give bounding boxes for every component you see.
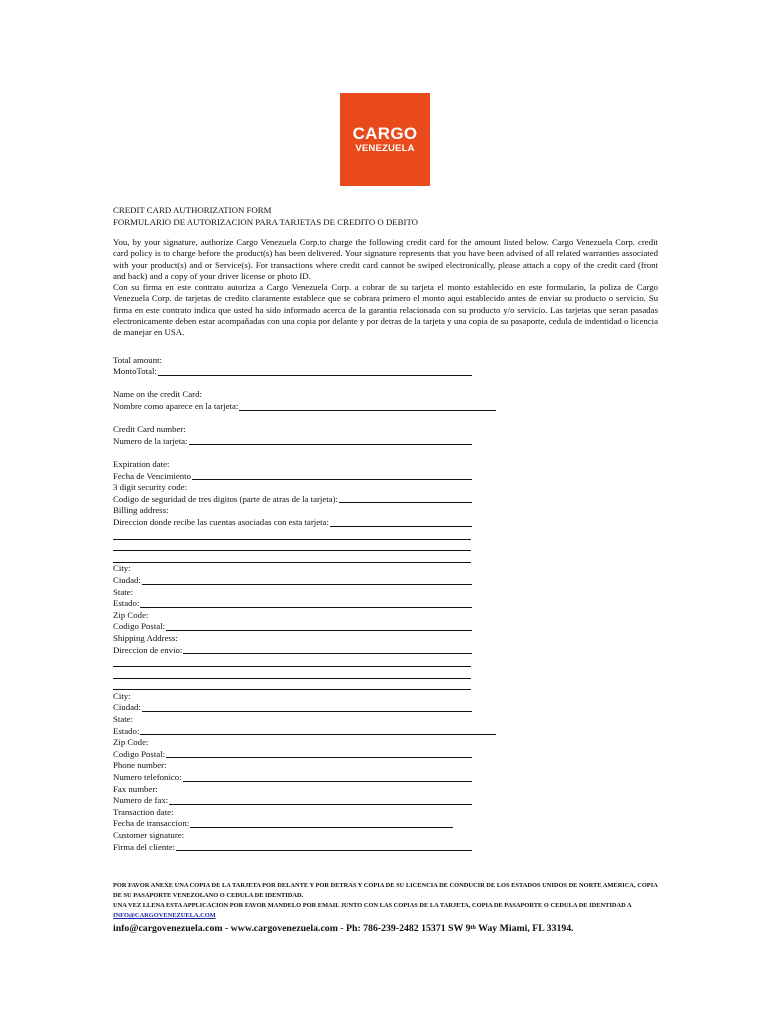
footer: [113, 881, 660, 935]
contact-line: [113, 923, 660, 935]
label-name-es: Nombre como aparece en la tarjeta:: [113, 401, 239, 412]
logo-line-1: CARGO: [352, 124, 418, 144]
total-amount-line[interactable]: [158, 374, 472, 376]
label-ship-es: Direccion de envio:: [113, 644, 183, 655]
form-content: [113, 204, 658, 853]
paragraph-english: You, by your signature, authorize Cargo Venezuela Corp.to charge the following credit card for the amount listed below. Cargo Venezuela Corp. credit card policy is to charge before the product(s) has been delivered. Your signature represents that you have been advised of all related warranties associated with your product(s) and or Service(s). For transactions where credit card cannot be swiped electronically, please attach a copy of the credit card (front and back) and a copy of your driver license or photo ID.: [113, 237, 658, 281]
card-number-line[interactable]: [189, 443, 473, 445]
form-fields: [113, 355, 658, 854]
label-name-en: Name on the credit Card:: [113, 389, 202, 400]
shipping-address-line-3[interactable]: [113, 668, 471, 679]
title-spanish: FORMULARIO DE AUTORIZACION PARA TARJETAS DE CREDITO O DEBITO: [113, 217, 419, 227]
shipping-zip-line[interactable]: [166, 756, 472, 758]
label-phone-en: Phone number:: [113, 760, 167, 771]
billing-address-line[interactable]: [330, 525, 472, 527]
contact-pre: info@cargovenezuela.com - www.cargovenezuela.com - Ph: 786-239-2482 15371 SW 9: [113, 923, 471, 934]
label-fax-en: Fax number:: [113, 783, 158, 794]
label-card-en: Credit Card number:: [113, 424, 186, 435]
security-code-field[interactable]: [113, 494, 472, 506]
city-line[interactable]: [142, 583, 472, 585]
billing-address-line-3[interactable]: [113, 540, 471, 551]
label-total-es: MontoTotal:: [113, 366, 157, 377]
title-english: CREDIT CARD AUTHORIZATION FORM: [113, 205, 272, 215]
signature-field[interactable]: [113, 842, 472, 854]
label-zip-es: Codigo Postal:: [113, 621, 166, 632]
zip-field[interactable]: [113, 621, 472, 633]
fax-field[interactable]: [113, 795, 472, 807]
city-field[interactable]: [113, 575, 472, 587]
billing-address-line-4[interactable]: [113, 552, 471, 563]
label-state2-es: Estado:: [113, 725, 140, 736]
footer-note-attach: POR FAVOR ANEXE UNA COPIA DE LA TARJETA POR DELANTE Y POR DETRAS Y COPIA DE SU LICENCIA DE CONDUCIR DE LOS ESTADOS UNIDOS DE NORTE AMERICA, COPIA DE SU PASAPORTE VENEZOLANO O CEDULA DE IDENTIDAD.: [113, 882, 658, 899]
label-fax-es: Numero de fax:: [113, 795, 169, 806]
label-zip2-es: Codigo Postal:: [113, 748, 166, 759]
cargo-venezuela-logo: [340, 93, 430, 186]
transaction-date-line[interactable]: [190, 826, 453, 828]
logo-line-2: VENEZUELA: [355, 143, 415, 155]
email-link[interactable]: INFO@CARGOVENEZUELA.COM: [113, 912, 216, 919]
cardholder-name-line[interactable]: [239, 409, 496, 411]
shipping-address-field[interactable]: [113, 645, 472, 657]
state-line[interactable]: [140, 606, 472, 608]
label-sig-en: Customer signature:: [113, 830, 185, 841]
label-date-es: Fecha de transaccion:: [113, 818, 190, 829]
label-cvv-en: 3 digit security code:: [113, 482, 188, 493]
transaction-date-field[interactable]: [113, 818, 453, 830]
label-cvv-es: Codigo de seguridad de tres digitos (parte de atras de la tarjeta):: [113, 493, 338, 504]
footer-note-email-text: UNA VEZ LLENA ESTA APPLICACION POR FAVOR MANDELO POR EMAIL JUNTO CON LAS COPIAS DE LA TARJETA, COPIA DE PASAPORTE O CEDULA DE IDENTIDAD A: [113, 902, 632, 909]
contact-sup: th: [470, 925, 476, 931]
phone-line[interactable]: [183, 780, 472, 782]
cardholder-name-field[interactable]: [113, 401, 496, 413]
footer-note-email: [113, 901, 660, 921]
label-state2-en: State:: [113, 714, 134, 725]
security-code-line[interactable]: [339, 501, 472, 503]
shipping-state-line[interactable]: [140, 733, 496, 735]
label-city2-es: Ciudad:: [113, 702, 141, 713]
phone-field[interactable]: [113, 772, 472, 784]
signature-line[interactable]: [176, 849, 472, 851]
expiration-field[interactable]: [113, 471, 472, 483]
label-phone-es: Numero telefonico:: [113, 772, 182, 783]
shipping-zip-field[interactable]: [113, 749, 472, 761]
label-total-en: Total amount:: [113, 354, 162, 365]
billing-address-field[interactable]: [113, 517, 472, 529]
shipping-city-field[interactable]: [113, 702, 472, 714]
shipping-address-line-2[interactable]: [113, 656, 471, 667]
label-sig-es: Firma del cliente:: [113, 841, 176, 852]
fax-line[interactable]: [169, 803, 472, 805]
label-exp-es: Fecha de Vencimiento: [113, 470, 192, 481]
label-ship-en: Shipping Address:: [113, 632, 178, 643]
label-billing-es: Direccion donde recibe las cuentas asociadas con esta tarjeta:: [113, 516, 329, 527]
expiration-line[interactable]: [192, 478, 472, 480]
state-field[interactable]: [113, 598, 472, 610]
contact-post: Way Miami, FL 33194.: [475, 923, 574, 934]
form-title: [113, 204, 658, 228]
paragraph-spanish: Con su firma en este contrato autoriza a Cargo Venezuela Corp. a cobrar de su tarjeta el monto establecido en este formulario, la poliza de Cargo Venezuela Corp. de tarjetas de credito claramente establece que se cobrara primero el monto aqui establecido antes de enviar su producto o servicio. Su firma en este contrato indica que usted ha sido informado acerca de la garantia relacionada con su producto y/o servicio. Las tarjetas que seran pasadas electronicamente deben estar acompañadas con una copia por delante y por detras de la tarjeta y una copia de su pasaporte, cedula de indentidad o licencia de manejar en USA.: [113, 282, 658, 338]
shipping-state-field[interactable]: [113, 726, 496, 738]
shipping-address-line-4[interactable]: [113, 679, 471, 690]
label-state-es: Estado:: [113, 598, 140, 609]
label-city2-en: City:: [113, 690, 131, 701]
label-billing-en: Billing address:: [113, 505, 169, 516]
authorization-paragraph: [113, 237, 658, 339]
label-city-es: Ciudad:: [113, 574, 141, 585]
label-city-en: City:: [113, 563, 131, 574]
label-zip-en: Zip Code:: [113, 609, 149, 620]
label-card-es: Numero de la tarjeta:: [113, 435, 188, 446]
card-number-field[interactable]: [113, 436, 472, 448]
billing-address-line-2[interactable]: [113, 529, 471, 540]
label-exp-en: Expiration date:: [113, 459, 170, 470]
label-zip2-en: Zip Code:: [113, 737, 149, 748]
label-date-en: Transaction date:: [113, 806, 174, 817]
shipping-city-line[interactable]: [142, 710, 472, 712]
shipping-address-line[interactable]: [183, 652, 472, 654]
total-amount-field[interactable]: [113, 366, 472, 378]
zip-line[interactable]: [166, 629, 472, 631]
label-state-en: State:: [113, 586, 134, 597]
